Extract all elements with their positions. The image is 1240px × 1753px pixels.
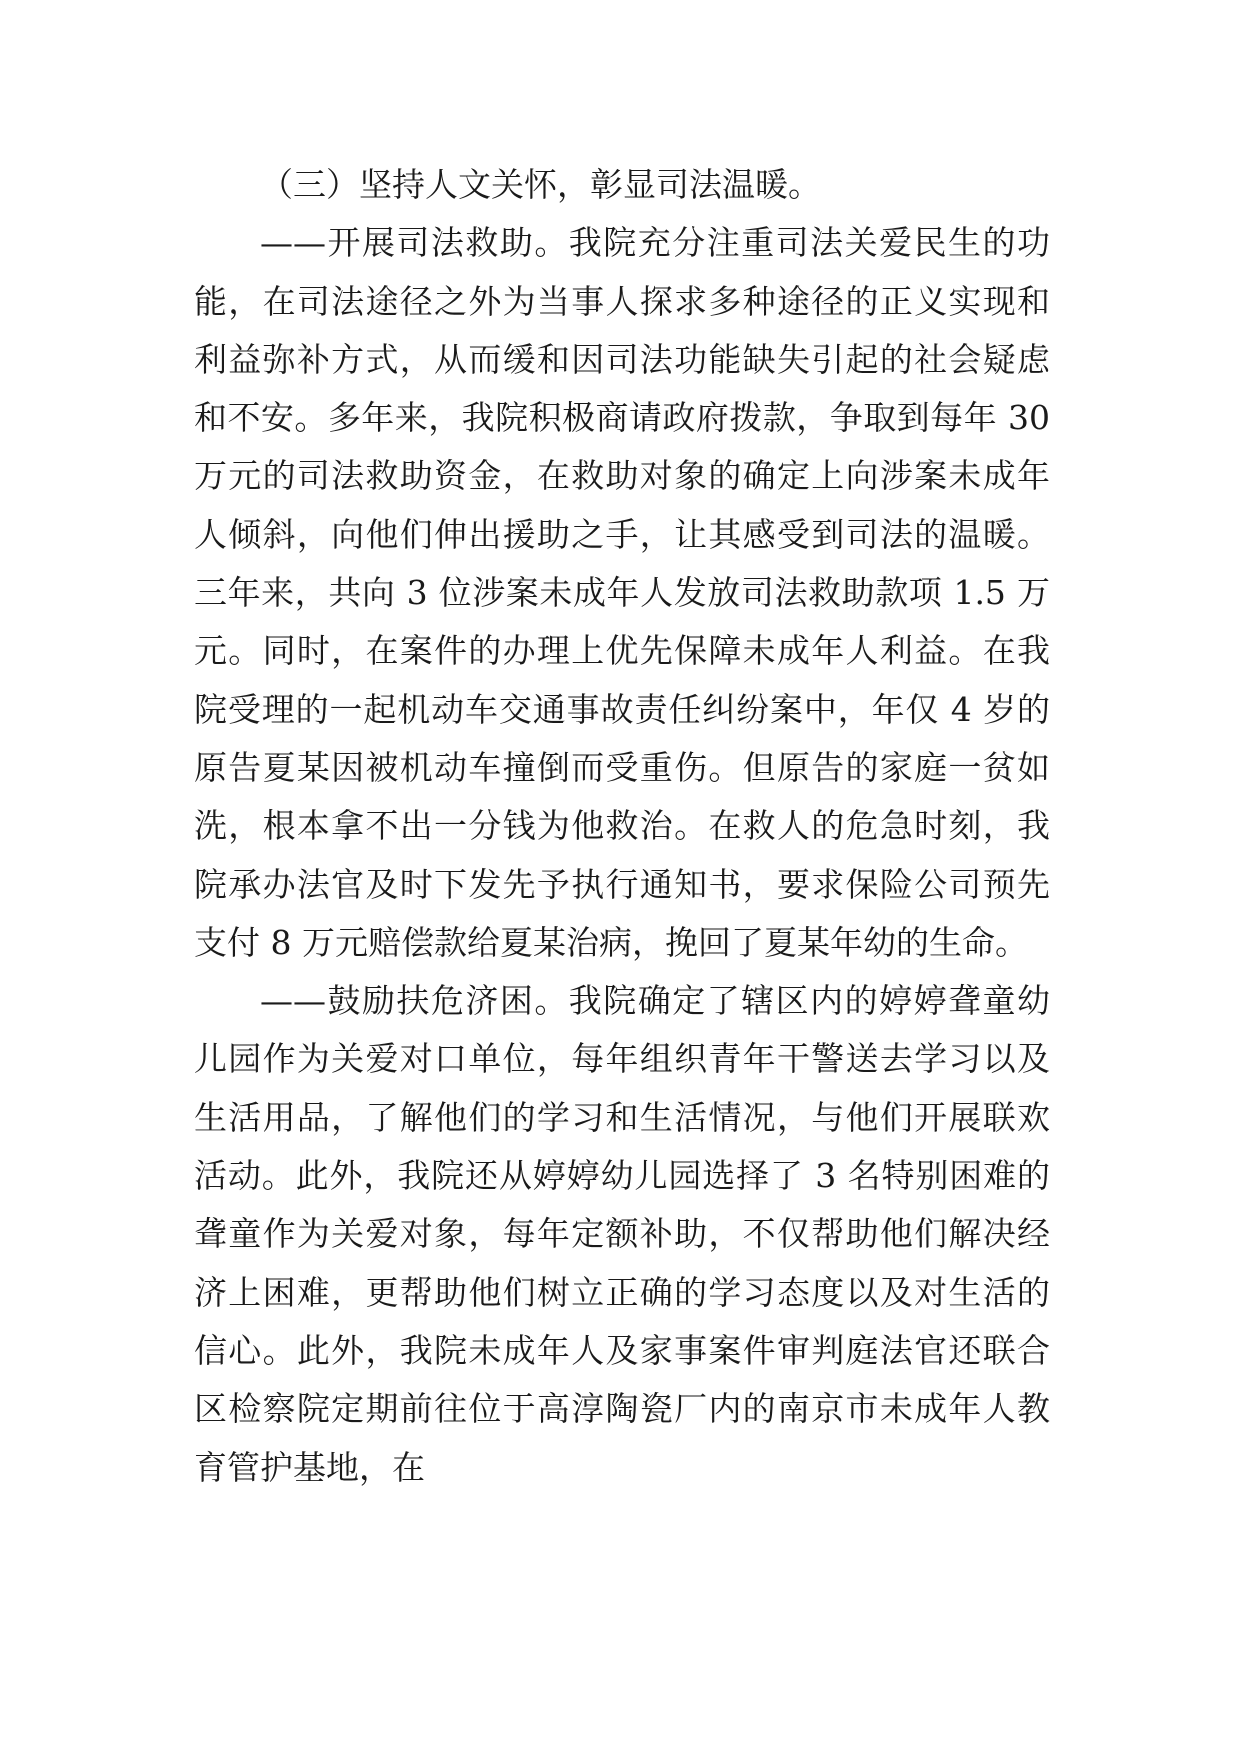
section-heading: （三）坚持人文关怀，彰显司法温暖。 <box>260 165 821 204</box>
paragraph-helping-needy: ——鼓励扶危济困。我院确定了辖区内的婷婷聋童幼儿园作为关爱对口单位，每年组织青年干警送去学习以及生活用品，了解他们的学习和生活情况，与他们开展联欢活动。此外，我院还从婷婷幼儿园选择了 3 名特别困难的聋童作为关爱对象，每年定额补助，不仅帮助他们解决经济上困难，更帮助他们树立正确的学习态度以及对生活的信心。此外，我院未成年人及家事案件审判庭法官还联合区检察院定期前往位于高淳陶瓷厂内的南京市未成年人教育管护基地，在 <box>194 981 1050 1487</box>
document-body <box>194 156 1050 1497</box>
paragraph-judicial-aid: ——开展司法救助。我院充分注重司法关爱民生的功能，在司法途径之外为当事人探求多种途径的正义实现和利益弥补方式，从而缓和因司法功能缺失引起的社会疑虑和不安。多年来，我院积极商请政府拨款，争取到每年 30 万元的司法救助资金，在救助对象的确定上向涉案未成年人倾斜，向他们伸出援助之手，让其感受到司法的温暖。三年来，共向 3 位涉案未成年人发放司法救助款项 1.5 万元。同时，在案件的办理上优先保障未成年人利益。在我院受理的一起机动车交通事故责任纠纷案中，年仅 4 岁的原告夏某因被机动车撞倒而受重伤。但原告的家庭一贫如洗，根本拿不出一分钱为他救治。在救人的危急时刻，我院承办法官及时下发先予执行通知书，要求保险公司预先支付 8 万元赔偿款给夏某治病，挽回了夏某年幼的生命。 <box>194 223 1050 962</box>
